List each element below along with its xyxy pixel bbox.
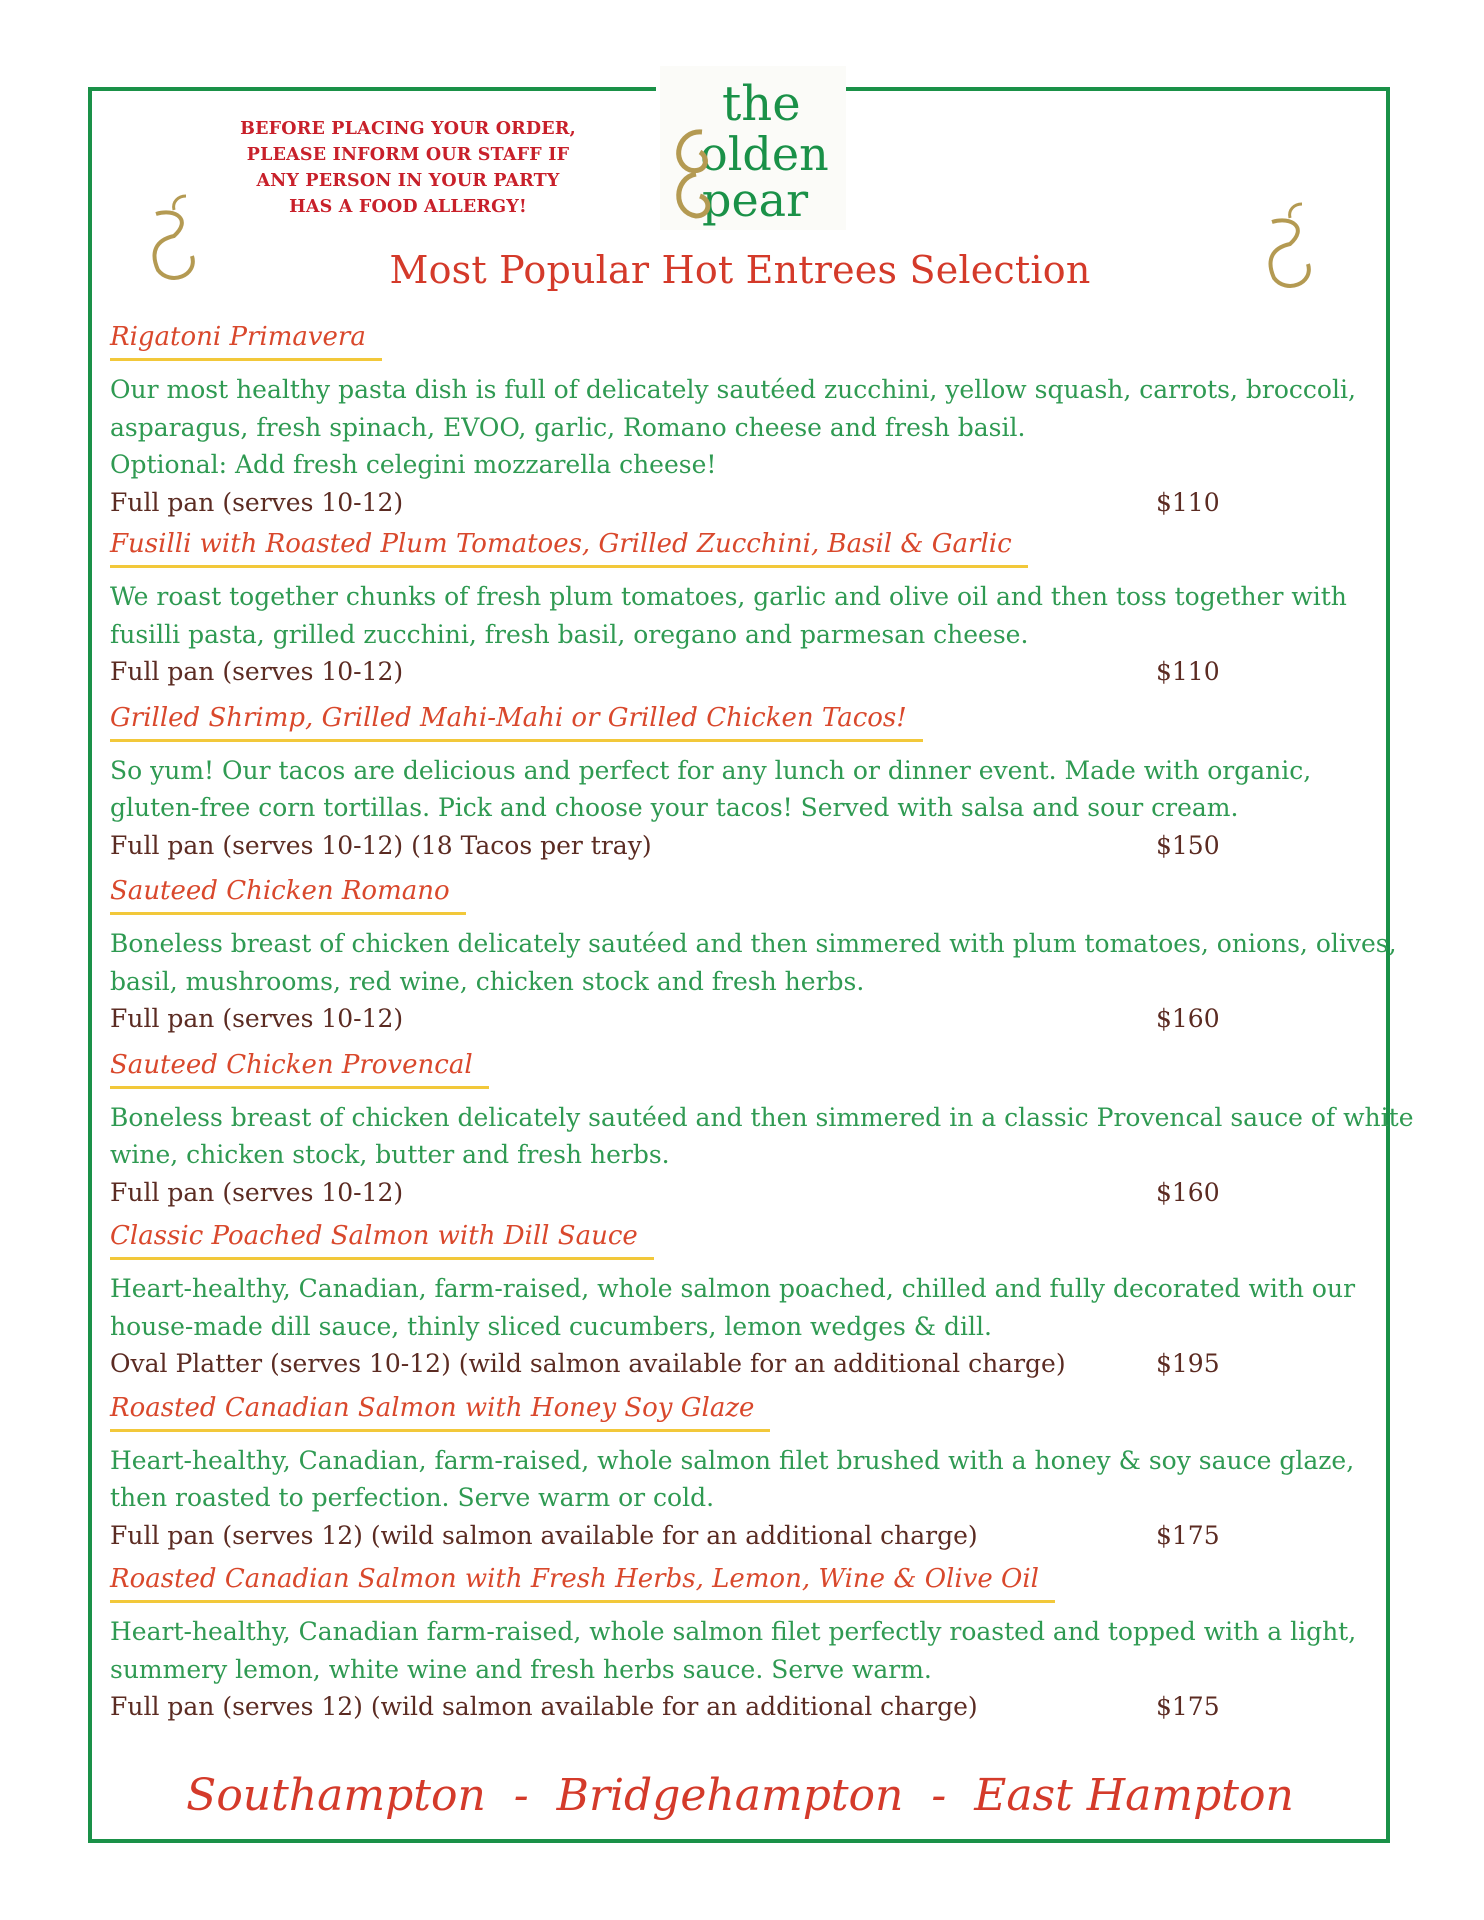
desc-line: Boneless breast of chicken delicately sautéed and then simmered with plum tomatoes, onions, olives,: [110, 929, 1397, 958]
serving-size: Full pan (serves 10-12): [110, 1177, 404, 1207]
price: $160: [1156, 1004, 1220, 1033]
desc-line: Boneless breast of chicken delicately sautéed and then simmered in a classic Provencal sauce of white: [110, 1102, 1414, 1132]
item-description: [110, 1613, 1370, 1688]
item-name: Roasted Canadian Salmon with Honey Soy Glaze: [110, 1391, 770, 1432]
desc-line: asparagus, fresh spinach, EVOO, garlic, Romano cheese and fresh basil.: [110, 412, 1026, 442]
desc-line: fusilli pasta, grilled zucchini, fresh basil, oregano and parmesan cheese.: [110, 619, 1029, 649]
allergy-line: ANY PERSON IN YOUR PARTY: [256, 171, 560, 191]
desc-line: gluten-free corn tortillas. Pick and choose your tacos! Served with salsa and sour cream.: [110, 793, 1239, 822]
pear-icon: [1252, 198, 1332, 298]
serving-row: [110, 484, 1370, 522]
desc-line: wine, chicken stock, butter and fresh herbs.: [110, 1140, 670, 1169]
desc-line: Heart-healthy, Canadian, farm-raised, whole salmon filet brushed with a honey & soy sauce glaze,: [110, 1445, 1355, 1475]
serving-size: Oval Platter (serves 10-12) (wild salmon available for an additional charge): [110, 1349, 1066, 1378]
pear-icon: [136, 190, 216, 290]
menu-item: [110, 1391, 1370, 1555]
price: $110: [1156, 487, 1220, 517]
item-description: [110, 371, 1370, 484]
serving-size: Full pan (serves 12) (wild salmon available for an additional charge): [110, 1520, 978, 1550]
serving-row: [110, 827, 1370, 865]
desc-line: then roasted to perfection. Serve warm or cold.: [110, 1483, 715, 1512]
serving-row: [110, 1174, 1370, 1212]
menu-item: [110, 1048, 1414, 1212]
price: $195: [1156, 1349, 1220, 1378]
menu-title: Most Popular Hot Entrees Selection: [389, 248, 1091, 292]
item-name: Grilled Shrimp, Grilled Mahi-Mahi or Grilled Chicken Tacos!: [110, 701, 923, 742]
serving-size: Full pan (serves 10-12): [110, 657, 404, 686]
item-description: [110, 578, 1370, 653]
serving-row: [110, 1517, 1370, 1555]
price: $160: [1156, 1177, 1220, 1207]
desc-line: So yum! Our tacos are delicious and perfect for any lunch or dinner event. Made with organic,: [110, 755, 1312, 785]
allergy-line: HAS A FOOD ALLERGY!: [289, 197, 527, 217]
svg-text:pear: pear: [702, 173, 809, 227]
desc-line: summery lemon, white wine and fresh herbs sauce. Serve warm.: [110, 1654, 932, 1684]
serving-size: Full pan (serves 12) (wild salmon available for an additional charge): [110, 1692, 978, 1721]
desc-line: Heart-healthy, Canadian, farm-raised, whole salmon poached, chilled and fully decorated with our: [110, 1274, 1356, 1303]
serving-row: [110, 653, 1370, 691]
desc-line: Our most healthy pasta dish is full of delicately sautéed zucchini, yellow squash, carrots, broccoli,: [110, 375, 1356, 404]
item-name: Roasted Canadian Salmon with Fresh Herbs, Lemon, Wine & Olive Oil: [110, 1562, 1055, 1603]
menu-item: [110, 320, 1370, 521]
item-name: Fusilli with Roasted Plum Tomatoes, Grilled Zucchini, Basil & Garlic: [110, 527, 1028, 568]
item-name: Classic Poached Salmon with Dill Sauce: [110, 1219, 654, 1260]
item-description: [110, 1099, 1414, 1174]
menu-item: [110, 874, 1397, 1038]
item-description: [110, 752, 1370, 827]
desc-line: basil, mushrooms, red wine, chicken stock and fresh herbs.: [110, 966, 865, 996]
svg-text:the: the: [722, 76, 801, 132]
store-locations: Southampton - Bridgehampton - East Hampton: [186, 1770, 1294, 1821]
serving-row: [110, 1345, 1370, 1383]
desc-line: We roast together chunks of fresh plum tomatoes, garlic and olive oil and then toss together with: [110, 582, 1347, 611]
item-name: Rigatoni Primavera: [110, 320, 382, 361]
menu-item: [110, 1219, 1370, 1383]
desc-line: house-made dill sauce, thinly sliced cucumbers, lemon wedges & dill.: [110, 1311, 992, 1341]
serving-row: [110, 1688, 1370, 1726]
price: $150: [1156, 830, 1220, 860]
serving-size: Full pan (serves 10-12): [110, 487, 404, 517]
item-description: [110, 1270, 1370, 1345]
serving-size: Full pan (serves 10-12) (18 Tacos per tray): [110, 830, 652, 860]
item-name: Sauteed Chicken Romano: [110, 874, 466, 915]
serving-size: Full pan (serves 10-12): [110, 1004, 404, 1033]
menu-items: [110, 320, 1414, 1726]
svg-text:olden: olden: [700, 127, 829, 181]
menu-item: [110, 1562, 1370, 1726]
desc-line: Heart-healthy, Canadian farm-raised, whole salmon filet perfectly roasted and topped with a light,: [110, 1617, 1357, 1646]
menu-item: [110, 701, 1370, 865]
desc-line: Optional: Add fresh celegini mozzarella cheese!: [110, 450, 717, 479]
item-name: Sauteed Chicken Provencal: [110, 1048, 489, 1089]
allergy-notice: [228, 116, 588, 220]
golden-pear-logo: [660, 66, 846, 230]
menu-item: [110, 527, 1370, 691]
allergy-line: PLEASE INFORM OUR STAFF IF: [246, 145, 570, 165]
serving-row: [110, 1000, 1370, 1038]
item-description: [110, 925, 1397, 1000]
price: $175: [1156, 1520, 1220, 1550]
price: $175: [1156, 1692, 1220, 1721]
item-description: [110, 1442, 1370, 1517]
golden-pear-logo-icon: [660, 66, 846, 230]
allergy-line: BEFORE PLACING YOUR ORDER,: [240, 119, 576, 139]
price: $110: [1156, 657, 1220, 686]
